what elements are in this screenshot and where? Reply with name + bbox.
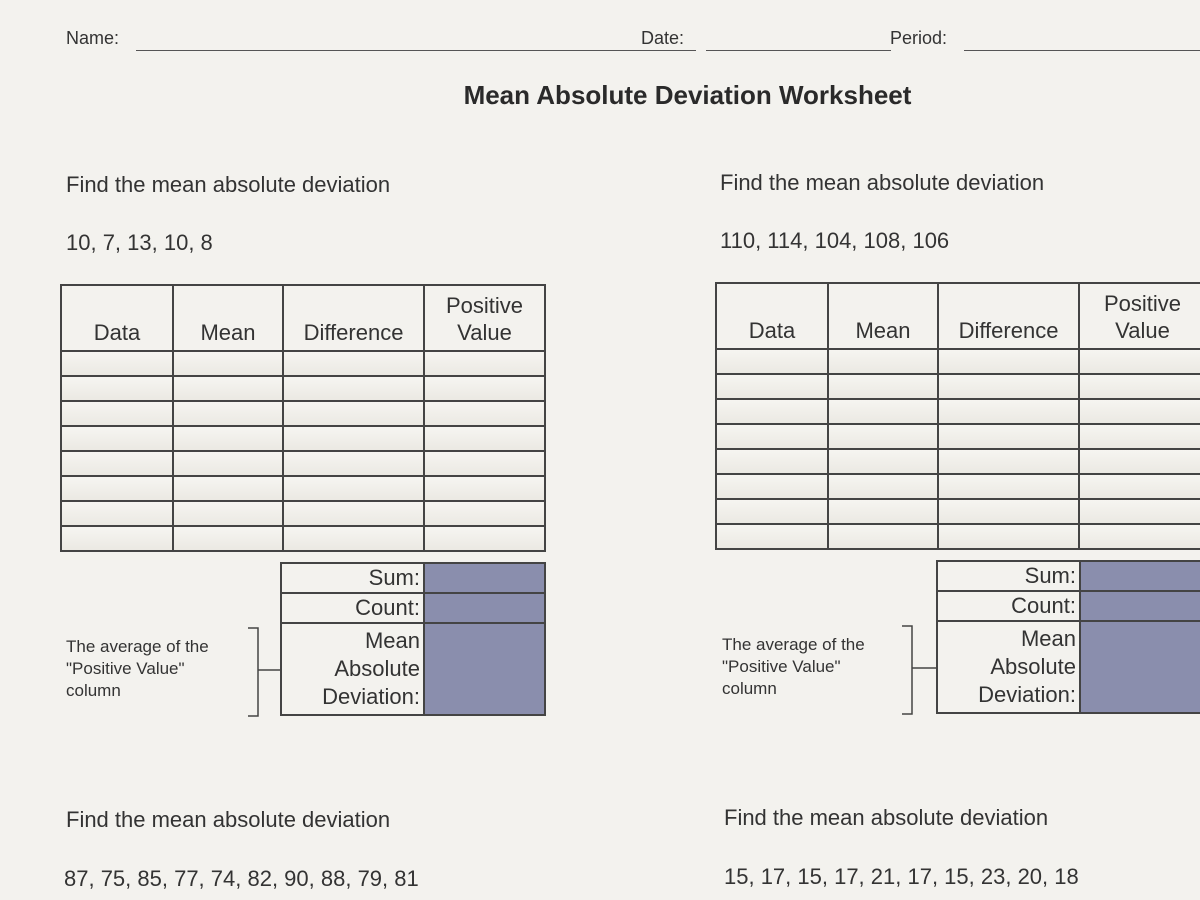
note-line1: The average of the <box>722 635 865 654</box>
difference-cell[interactable] <box>938 399 1079 424</box>
mad-label-line1: Mean <box>364 628 420 653</box>
data-cell[interactable] <box>61 401 173 426</box>
difference-cell[interactable] <box>938 499 1079 524</box>
note-line3: column <box>66 681 121 700</box>
table-row <box>61 476 545 501</box>
table-row <box>716 399 1200 424</box>
table-row <box>61 426 545 451</box>
problem-1-summary <box>280 562 546 716</box>
table-row <box>61 501 545 526</box>
mean-cell[interactable] <box>828 524 938 549</box>
column-header-difference: Difference <box>938 283 1079 349</box>
difference-cell[interactable] <box>938 349 1079 374</box>
positive-label: Positive <box>445 293 524 318</box>
sum-answer-box[interactable] <box>424 563 545 593</box>
difference-cell[interactable] <box>283 501 424 526</box>
mad-answer-box[interactable] <box>1080 621 1200 713</box>
period-field[interactable] <box>964 50 1200 51</box>
problem-1-dataset: 10, 7, 13, 10, 8 <box>66 230 213 255</box>
table-row <box>716 349 1200 374</box>
positive-value-cell[interactable] <box>424 376 545 401</box>
table-row <box>61 526 545 551</box>
mean-cell[interactable] <box>828 349 938 374</box>
data-cell[interactable] <box>716 474 828 499</box>
bracket-icon <box>900 622 938 718</box>
column-header-positive-value <box>424 285 545 351</box>
sum-answer-box[interactable] <box>1080 561 1200 591</box>
column-header-mean: Mean <box>173 285 283 351</box>
data-cell[interactable] <box>61 426 173 451</box>
positive-value-cell[interactable] <box>424 351 545 376</box>
table-row <box>716 499 1200 524</box>
mad-label-line2: Absolute <box>334 656 420 681</box>
data-cell[interactable] <box>716 349 828 374</box>
positive-value-cell[interactable] <box>424 526 545 551</box>
data-cell[interactable] <box>61 376 173 401</box>
count-label: Count: <box>281 593 424 623</box>
count-answer-box[interactable] <box>424 593 545 623</box>
table-row <box>716 374 1200 399</box>
mean-cell[interactable] <box>173 451 283 476</box>
note-line2: "Positive Value" <box>66 659 185 678</box>
positive-value-cell[interactable] <box>1079 399 1200 424</box>
bracket-icon <box>246 624 282 720</box>
data-cell[interactable] <box>716 524 828 549</box>
mean-cell[interactable] <box>173 426 283 451</box>
name-label: Name: <box>66 28 120 48</box>
problem-3-dataset: 87, 75, 85, 77, 74, 82, 90, 88, 79, 81 <box>64 866 419 891</box>
column-header-difference: Difference <box>283 285 424 351</box>
value-label: Value <box>457 320 512 345</box>
mean-cell[interactable] <box>828 474 938 499</box>
data-cell[interactable] <box>716 449 828 474</box>
difference-cell[interactable] <box>938 424 1079 449</box>
note-line3: column <box>722 679 777 698</box>
count-label: Count: <box>937 591 1080 621</box>
data-cell[interactable] <box>61 476 173 501</box>
mean-cell[interactable] <box>828 499 938 524</box>
mean-cell[interactable] <box>173 476 283 501</box>
mad-label-line2: Absolute <box>990 654 1076 679</box>
positive-value-cell[interactable] <box>1079 349 1200 374</box>
problem-2-prompt: Find the mean absolute deviation <box>720 170 1045 195</box>
positive-value-cell[interactable] <box>424 426 545 451</box>
table-row <box>716 449 1200 474</box>
worksheet-title: Mean Absolute Deviation Worksheet <box>463 80 912 110</box>
count-answer-box[interactable] <box>1080 591 1200 621</box>
mad-label-line3: Deviation: <box>978 682 1076 707</box>
difference-cell[interactable] <box>283 451 424 476</box>
column-header-data: Data <box>61 285 173 351</box>
mean-cell[interactable] <box>173 526 283 551</box>
table-row <box>716 474 1200 499</box>
positive-value-cell[interactable] <box>424 451 545 476</box>
sum-label: Sum: <box>281 563 424 593</box>
table-row <box>61 401 545 426</box>
table-row <box>61 351 545 376</box>
note-line2: "Positive Value" <box>722 657 841 676</box>
problem-1-table <box>60 284 546 552</box>
positive-value-cell[interactable] <box>1079 499 1200 524</box>
table-row <box>716 424 1200 449</box>
sum-label: Sum: <box>937 561 1080 591</box>
mean-cell[interactable] <box>173 401 283 426</box>
positive-value-cell[interactable] <box>1079 374 1200 399</box>
problem-2-dataset: 110, 114, 104, 108, 106 <box>720 228 950 253</box>
mean-cell[interactable] <box>828 449 938 474</box>
table-row <box>61 451 545 476</box>
positive-label: Positive <box>1103 291 1182 316</box>
data-cell[interactable] <box>61 526 173 551</box>
problem-2-table <box>715 282 1200 550</box>
difference-cell[interactable] <box>283 401 424 426</box>
mean-cell[interactable] <box>173 351 283 376</box>
student-info-header <box>66 24 1200 54</box>
column-header-mean: Mean <box>828 283 938 349</box>
problem-2-mad-note <box>722 634 865 700</box>
mean-cell[interactable] <box>173 501 283 526</box>
positive-value-cell[interactable] <box>1079 474 1200 499</box>
data-cell[interactable] <box>716 374 828 399</box>
mean-cell[interactable] <box>828 399 938 424</box>
difference-cell[interactable] <box>283 351 424 376</box>
data-cell[interactable] <box>716 424 828 449</box>
value-label: Value <box>1115 318 1170 343</box>
mad-answer-box[interactable] <box>424 623 545 715</box>
positive-value-cell[interactable] <box>1079 524 1200 549</box>
data-cell[interactable] <box>61 501 173 526</box>
data-cell[interactable] <box>716 499 828 524</box>
difference-cell[interactable] <box>283 526 424 551</box>
positive-value-cell[interactable] <box>424 476 545 501</box>
column-header-data: Data <box>716 283 828 349</box>
date-field[interactable] <box>706 50 891 51</box>
difference-cell[interactable] <box>938 524 1079 549</box>
mad-label <box>937 621 1080 713</box>
mean-cell[interactable] <box>828 374 938 399</box>
difference-cell[interactable] <box>938 474 1079 499</box>
problem-1-mad-note <box>66 636 209 702</box>
difference-cell[interactable] <box>283 376 424 401</box>
date-label: Date: <box>641 28 685 48</box>
period-label: Period: <box>890 28 948 48</box>
mean-cell[interactable] <box>828 424 938 449</box>
difference-cell[interactable] <box>938 449 1079 474</box>
positive-value-cell[interactable] <box>1079 424 1200 449</box>
difference-cell[interactable] <box>283 426 424 451</box>
difference-cell[interactable] <box>938 374 1079 399</box>
mad-label <box>281 623 424 715</box>
name-field[interactable] <box>136 50 696 51</box>
difference-cell[interactable] <box>283 476 424 501</box>
problem-2-summary <box>936 560 1200 714</box>
problem-4-prompt: Find the mean absolute deviation <box>724 805 1049 830</box>
data-cell[interactable] <box>61 351 173 376</box>
data-cell[interactable] <box>716 399 828 424</box>
data-cell[interactable] <box>61 451 173 476</box>
positive-value-cell[interactable] <box>424 501 545 526</box>
mad-label-line1: Mean <box>1020 626 1076 651</box>
note-line1: The average of the <box>66 637 209 656</box>
problem-4-dataset: 15, 17, 15, 17, 21, 17, 15, 23, 20, 18 <box>724 864 1079 889</box>
mad-label-line3: Deviation: <box>322 684 420 709</box>
problem-3-prompt: Find the mean absolute deviation <box>66 807 391 832</box>
problem-1-prompt: Find the mean absolute deviation <box>66 172 391 197</box>
column-header-positive-value <box>1079 283 1200 349</box>
positive-value-cell[interactable] <box>1079 449 1200 474</box>
mean-cell[interactable] <box>173 376 283 401</box>
positive-value-cell[interactable] <box>424 401 545 426</box>
table-row <box>716 524 1200 549</box>
table-row <box>61 376 545 401</box>
